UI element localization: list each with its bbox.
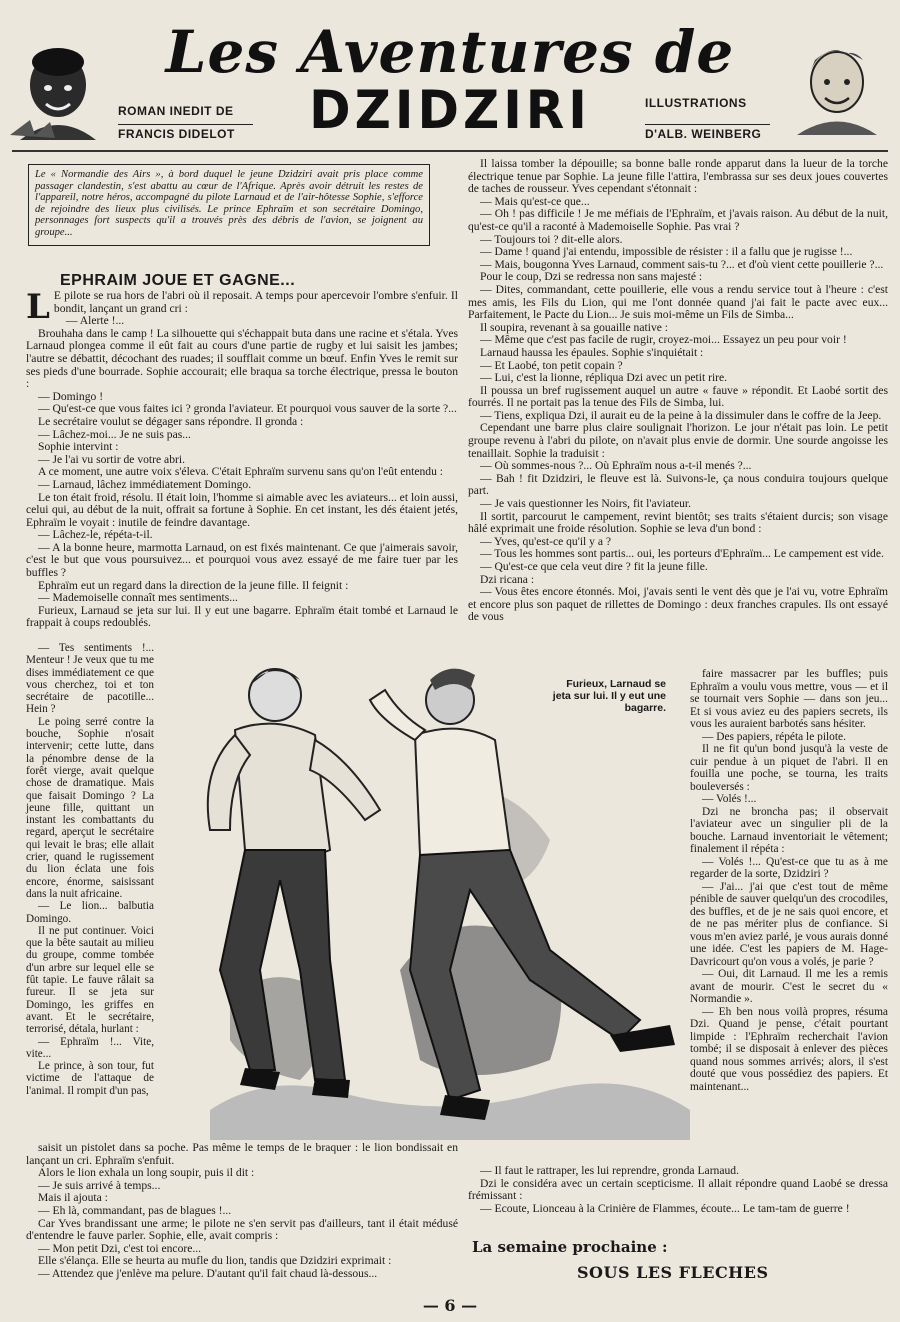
series-title: Les Aventures de	[165, 18, 735, 86]
paragraph: — Il faut le rattraper, les lui reprendre, gronda Larnaud.	[480, 1164, 739, 1177]
drop-cap-letter: L	[26, 287, 50, 327]
left-narrow-column-text	[26, 642, 154, 1097]
paragraph: — Ecoute, Lionceau à la Crinière de Flammes, écoute... Le tam-tam de guerre !	[480, 1201, 850, 1215]
paragraph: — Mademoiselle connaît mes sentiments...	[38, 591, 238, 605]
paragraph: — Qu'est-ce que cela veut dire ? fit la jeune fille.	[480, 560, 708, 573]
paragraph: — Domingo !	[38, 389, 104, 403]
paragraph: — Mais, bougonna Yves Larnaud, comment sais-tu ?... et d'où vient cette pouillerie ?...	[480, 257, 884, 271]
paragraph: — Yves, qu'est-ce qu'il y a ?	[480, 534, 612, 548]
boy-hero-portrait	[785, 30, 885, 135]
paragraph: Dzi ricana :	[480, 572, 535, 586]
paragraph: Elle s'élança. Elle se heurta au mufle du lion, tandis que Dzidziri exprimait :	[38, 1254, 392, 1268]
right-bottom-column-text	[468, 1165, 888, 1215]
hero-name-title: DZIDZIRI	[309, 79, 591, 141]
paragraph: Car Yves brandissant une arme; le pilote ne s'en servit pas d'ailleurs, tant il était médusé d'entendre le fauve parler. Sophie, elle, avait compris :	[26, 1216, 458, 1243]
paragraph: — Toujours toi ? dit-elle alors.	[480, 232, 623, 246]
fight-illustration	[150, 640, 690, 1140]
paragraph: — Dites, commandant, cette pouillerie, elle vous a rendu service tout à l'heure : c'est mes amis, les Fils du Lion, qui me l'ont donnée quand j'ai fait le pacte avec eux... Parfaitement, le Pacte du Lion... Je suis moi-même un Fils de Simba...	[468, 282, 888, 322]
paragraph: — Je suis arrivé à temps...	[38, 1178, 161, 1192]
right-narrow-column-text	[690, 668, 888, 1093]
paragraph: — Tous les hommes sont partis... oui, les porteurs d'Ephraïm... Le campement est vide.	[480, 547, 884, 561]
next-week-title: SOUS LES FLECHES	[577, 1263, 769, 1282]
paragraph: — Ephraïm !... Vite, vite...	[26, 1035, 154, 1060]
paragraph: Brouhaha dans le camp ! La silhouette qui s'échappait buta dans une racine et s'étala. Yves Larnaud plongea comme il eût fait au cours d'une partie de rugby et lui saisit les jambes; l'autre se débattit, décochant des ruades; il soufflait comme un bœuf. Enfin Yves le remit sur ses pieds d'une bourrade. Sophie accourait; elle braqua sa torche électrique, pressa le bouton :	[26, 326, 458, 391]
paragraph: Il ne put continuer. Voici que la bête sautait au milieu du groupe, comme tombée d'un arbre sur lequel elle se fût tapie. Le fauve râlait sa fureur. Il se jeta sur Domingo, les griffes en avant. Et le secrétaire, terrorisé, détala, hurlant :	[26, 924, 154, 1036]
paragraph: — Tiens, expliqua Dzi, il aurait eu de la peine à la dissimuler dans le coffre de la Jeep.	[480, 408, 882, 422]
masthead	[0, 0, 900, 150]
illustration-caption: Furieux, Larnaud se jeta sur lui. Il y eut une bagarre.	[552, 678, 666, 714]
paragraph: — Des papiers, répéta le pilote.	[702, 730, 846, 743]
paragraph: E pilote se rua hors de l'abri où il reposait. A temps pour apercevoir l'ombre s'enfuir. Il bondit, lançant un grand cri :	[53, 289, 458, 315]
paragraph: — Qu'est-ce que vous faites ici ? gronda l'aviateur. Et pourquoi vous sauver de la sorte ?...	[38, 402, 457, 416]
paragraph: — Oh ! pas difficile ! Je me méfiais de l'Ephraïm, et j'avais raison. Au début de la nuit, qu'est-ce qu'il a raconté à Mademoiselle Sophie. Pas vrai ?	[468, 207, 888, 233]
paragraph: — Oui, dit Larnaud. Il me les a remis avant de mourir. C'est le secret du « Normandie ».	[690, 968, 888, 1005]
page-number: — 6 —	[422, 1296, 478, 1315]
african-boy-portrait	[10, 40, 105, 140]
paragraph: Il soupira, revenant à sa gouaille native :	[480, 320, 669, 334]
paragraph: — Vous êtes encore étonnés. Moi, j'avais senti le vent dès que je l'ai vu, votre Ephraïm et encore plus son paquet de rillettes de Domingo : deux franches crapules. Ils ont essayé de vous	[468, 585, 888, 624]
paragraph: — Même que c'est pas facile de rugir, croyez-moi... Essayez un peu pour voir !	[480, 333, 847, 347]
paragraph: faire massacrer par les buffles; puis Ephraïm a voulu vous mettre, vous — et il se tournait vers Sophie — dans son jeu... Et si vous aviez eu des papiers secrets, ils vous les auraient barbotés sans hésiter.	[690, 668, 888, 730]
paragraph: — Eh là, commandant, pas de blagues !...	[38, 1203, 232, 1217]
paragraph: Larnaud haussa les épaules. Sophie s'inquiétait :	[480, 345, 704, 359]
paragraph: Furieux, Larnaud se jeta sur lui. Il y eut une bagarre. Ephraïm était tombé et Larnaud le frappait à coups redoublés.	[26, 603, 458, 630]
credit-author-name: FRANCIS DIDELOT	[118, 124, 253, 141]
paragraph: — Lui, c'est la lionne, répliqua Dzi avec un petit rire.	[480, 371, 728, 385]
paragraph: — Alerte !...	[65, 314, 125, 328]
paragraph: — Où sommes-nous ?... Où Ephraïm nous a-t-il menés ?...	[480, 459, 752, 473]
left-column-text	[26, 287, 458, 630]
paragraph: — Tes sentiments !... Menteur ! Je veux que tu me dises immédiatement ce que vous cherchez, toi et ton secrétaire de pacotille... Hein ?	[26, 642, 154, 716]
paragraph: — A la bonne heure, marmotta Larnaud, on est fixés maintenant. Ce que j'aimerais savoir, c'est le but que vous poursuivez... et pourquoi vous avez essayé de me faire tuer par les buffles ?	[26, 540, 458, 580]
paragraph: — Attendez que j'enlève ma pelure. D'autant qu'il fait chaud là-dessous...	[38, 1266, 378, 1280]
credit-illustrator-label: ILLUSTRATIONS	[645, 96, 747, 110]
paragraph: Sophie intervint :	[38, 440, 119, 454]
right-column-text	[468, 158, 888, 624]
paragraph: Dzi le considéra avec un certain scepticisme. Il allait répondre quand Laobé se dressa frémissant :	[468, 1176, 888, 1203]
paragraph: saisit un pistolet dans sa poche. Pas même le temps de le braquer : le lion bondissait en lançant un cri. Ephraïm s'enfuit.	[26, 1141, 458, 1167]
chapter-title: EPHRAIM JOUE ET GAGNE...	[60, 272, 296, 289]
next-week-label: La semaine prochaine :	[472, 1238, 668, 1256]
paragraph: — Je l'ai vu sortir de votre abri.	[38, 452, 185, 466]
paragraph: — Volés !... Qu'est-ce que tu as à me regarder de la sorte, Dzidziri ?	[690, 855, 888, 880]
paragraph: Le poing serré contre la bouche, Sophie n'osait intervenir; cette lutte, dans la pénombre dense de la forêt vierge, avait quelque chose de dramatique. Mais que faisait Domingo ? La jeune fille, quittant un instant les combattants du regard, aperçut le secrétaire qui levait le bras; elle allait crier, quand le rugissement du lion éclata une fois encore, énorme, saisissant dans la nuit africaine.	[26, 715, 154, 900]
paragraph: Le secrétaire voulut se dégager sans répondre. Il gronda :	[38, 414, 304, 428]
paragraph: Il sortit, parcourut le campement, revint bientôt; ses traits s'étaient durcis; son visage hâlé exprimait une froide résolution. Sophie se leva d'un bond :	[468, 509, 888, 536]
paragraph: Ephraïm eut un regard dans la direction de la jeune fille. Il feignit :	[38, 578, 349, 592]
paragraph: Dzi ne broncha pas; il observait l'aviateur avec un singulier pli de la bouche. Larnaud inventoriait le vêtement; finalement il répéta :	[690, 805, 888, 855]
paragraph: A ce moment, une autre voix s'éleva. C'était Ephraïm survenu sans qu'on l'eût entendu :	[38, 465, 444, 479]
paragraph: — Lâchez-moi... Je ne suis pas...	[38, 427, 191, 441]
paragraph: — Et Laobé, ton petit copain ?	[480, 358, 623, 372]
paragraph: — Je vais questionner les Noirs, fit l'aviateur.	[480, 497, 692, 511]
paragraph: Il poussa un bref rugissement auquel un autre « fauve » répondit. Et Laobé sortit des fourrés. Il ne portait pas la tenue des Fils de Simba, lui.	[468, 383, 888, 410]
masthead-rule	[12, 150, 888, 152]
paragraph: — Mais qu'est-ce que...	[480, 194, 590, 208]
paragraph: — Larnaud, lâchez immédiatement Domingo.	[38, 477, 252, 491]
paragraph: — Dame ! quand j'ai entendu, impossible de résister : il a fallu que je rugisse !...	[480, 245, 853, 259]
paragraph: — Le lion... balbutia Domingo.	[26, 900, 154, 925]
paragraph: Il laissa tomber la dépouille; sa bonne balle ronde apparut dans la lueur de la torche électrique tenue par Sophie. La jeune fille l'attira, l'embrassa sur ses deux joues couvertes de taches de rousseur. Yves cependant s'étonnait :	[468, 157, 888, 196]
paragraph: — Eh ben nous voilà propres, résuma Dzi. Quand je pense, c'était pourtant limpide : l'Ephraïm recherchait l'avion tombé; il se disposait à enlever des pièces quand nous sommes arrivés; alors, il s'est douté que vous possédiez des papiers. Et maintenant...	[690, 1005, 888, 1093]
credit-illustrator-name: D'ALB. WEINBERG	[645, 124, 770, 141]
left-bottom-column-text	[26, 1142, 458, 1281]
paragraph: Le ton était froid, résolu. Il était loin, l'homme si aimable avec les aviateurs... et loin aussi, celui qui, au début de la nuit, offrait sa fortune à Sophie. En cet instant, les dés étaient jetés, Ephraïm le voyait : inutile de feindre davantage.	[26, 490, 458, 529]
paragraph: Il ne fit qu'un bond jusqu'à la veste de cuir pendue à un piquet de l'abri. Il en fouilla une poche, se tourna, les traits bouleversés :	[690, 743, 888, 793]
credit-author-label: ROMAN INEDIT DE	[118, 104, 234, 118]
paragraph: — Mon petit Dzi, c'est toi encore...	[38, 1241, 202, 1255]
paragraph: — Lâchez-le, répéta-t-il.	[38, 528, 153, 542]
story-summary-box: Le « Normandie des Airs », à bord duquel le jeune Dzidziri avait pris place comme passager clandestin, s'est abattu au cœur de l'Afrique. Après avoir détruit les restes de l'appareil, notre héros, accompagné du pilote Larnaud et de l'air-hôtesse Sophie, s'efforce de rejoindre des lieux plus civilisés. Le prince Ephraïm et son secrétaire Domingo, personnages fort suspects qu'il a trouvés près des débris de l'avion, se joignent au groupe...	[28, 164, 430, 246]
paragraph: Alors le lion exhala un long soupir, puis il dit :	[38, 1166, 255, 1180]
paragraph: — Bah ! fit Dzidziri, le fleuve est là. Suivons-le, ça nous conduira toujours quelque part.	[468, 471, 888, 498]
paragraph: Cependant une barre plus claire soulignait l'horizon. Le jour n'était pas loin. Le petit groupe revenu à l'abri du pilote, on n'avait plus envie de dormir. Une sourde angoisse les tenaillait. Sophie la traduisit :	[468, 421, 888, 460]
paragraph: Le prince, à son tour, fut victime de l'attaque de l'animal. Il rompit d'un pas,	[26, 1060, 154, 1097]
paragraph: — J'ai... j'ai que c'est tout de même pénible de sauver quelqu'un des crocodiles, des buffles, et de je ne sais quoi encore, et de ne pas mériter plus de confiance. Si vous m'en aviez parlé, je vous aurais donné une idée. C'est les papiers de M. Hage-Davricourt qu'on vous a volés, je parie ?	[690, 880, 888, 968]
paragraph: Pour le coup, Dzi se redressa non sans majesté :	[480, 270, 703, 284]
paragraph: Mais il ajouta :	[38, 1191, 108, 1205]
paragraph: — Volés !...	[702, 793, 757, 805]
